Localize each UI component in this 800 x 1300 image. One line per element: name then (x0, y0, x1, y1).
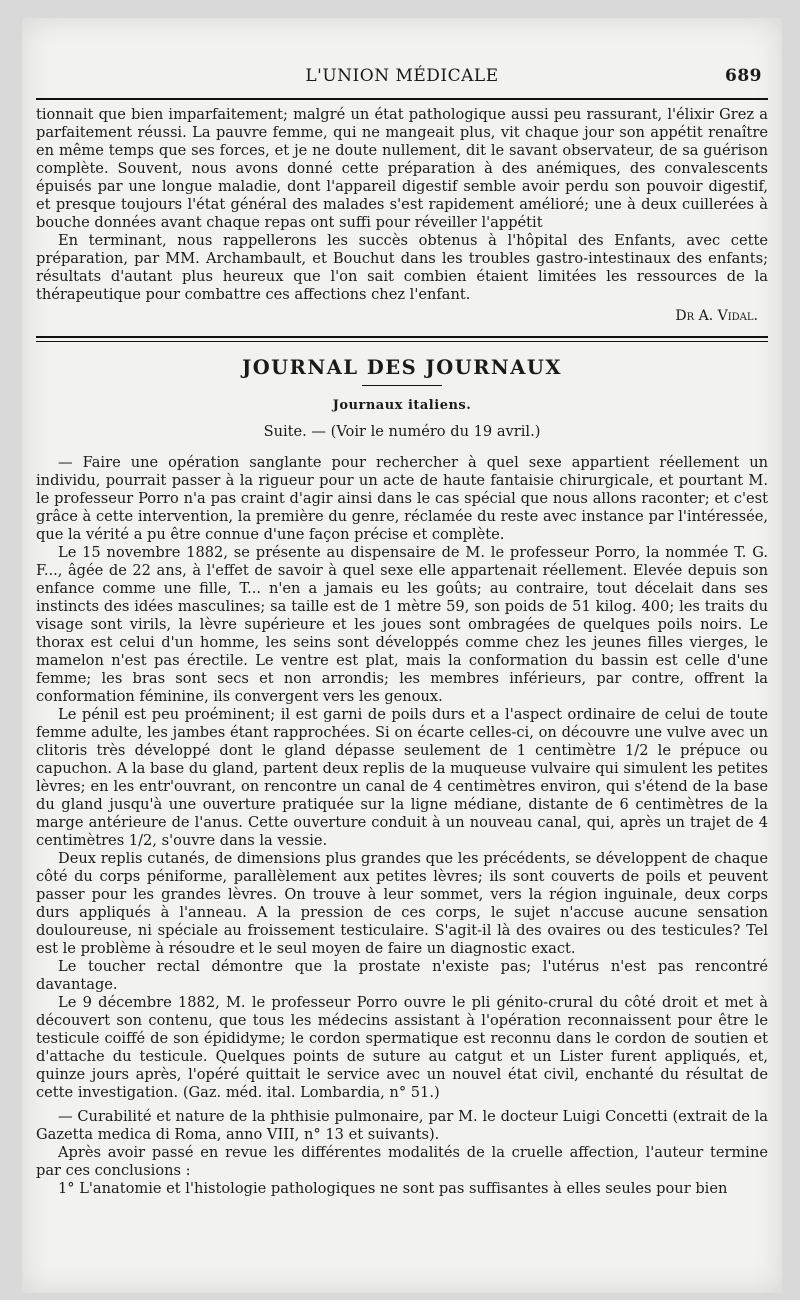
intro-text (36, 106, 768, 324)
running-title: L'UNION MÉDICALE (305, 66, 499, 86)
article-paragraph: Après avoir passé en revue les différentes modalités de la cruelle affection, l'auteur termine par ces conclusions : (36, 1144, 768, 1179)
header-rule (36, 98, 768, 100)
section-divider (36, 336, 768, 342)
section-title: JOURNAL DES JOURNAUX (241, 356, 563, 379)
article-paragraph: Deux replis cutanés, de dimensions plus grandes que les précédents, se développent de chaque côté du corps péniforme, parallèlement aux petites lèvres; ils sont couverts de poils et peuvent passer pour les grandes lèvres. On trouve à leur sommet, vers la région inguinale, deux corps durs appliqués à l'anneau. A la pression de ces corps, le sujet n'accuse aucune sensation douloureuse, ni spéciale au froissement testiculaire. S'agit-il là des ovaires ou des testicules? Tel est le problème à résoudre et le seul moyen de faire un diagnostic exact. (36, 850, 768, 957)
article-paragraph: Le toucher rectal démontre que la prostate n'existe pas; l'utérus n'est pas rencontré davantage. (36, 958, 768, 993)
intro-paragraph: tionnait que bien imparfaitement; malgré un état pathologique aussi peu rassurant, l'élixir Grez a parfaitement réussi. La pauvre femme, qui ne mangeait plus, vit chaque jour son appétit renaître en même temps que ses forces, et je ne doute nullement, dit le savant observateur, de sa guérison complète. Souvent, nous avons donné cette préparation à des anémiques, des convalescents épuisés par une longue maladie, dont l'appareil digestif semble avoir perdu son pouvoir digestif, et presque toujours l'état général des malades s'est rapidement amélioré; une à deux cuillerées à bouche données avant chaque repas ont suffi pour réveiller l'appétit (36, 106, 768, 231)
page-number: 689 (725, 66, 762, 86)
page-content (36, 66, 768, 1198)
article-paragraph: Le 9 décembre 1882, M. le professeur Porro ouvre le pli génito-crural du côté droit et met à découvert son contenu, que tous les médecins assistant à l'opération reconnaissent pour être le testicule coiffé de son épididyme; le cordon spermatique est reconnu dans le cordon de soutien et d'attache du testicule. Quelques points de suture au catgut et un Lister furent appliqués, et, quinze jours après, l'opéré quittait le service avec un nouvel état civil, enchanté du résultat de cette investigation. (Gaz. méd. ital. Lombardia, n° 51.) (36, 994, 768, 1101)
article-paragraph: — Curabilité et nature de la phthisie pulmonaire, par M. le docteur Luigi Concetti (extrait de la Gazetta medica di Roma, anno VIII, n° 13 et suivants). (36, 1108, 768, 1143)
page (22, 18, 782, 1293)
article-paragraph: — Faire une opération sanglante pour rechercher à quel sexe appartient réellement un individu, pourrait passer à la rigueur pour un acte de haute fantaisie chirurgicale, et pourtant M. le professeur Porro n'a pas craint d'agir ainsi dans le cas spécial que nous allons raconter; et c'est grâce à cette intervention, la première du genre, réclamée du reste avec instance par l'intéressée, que la vérité a pu être connue d'une façon précise et complète. (36, 454, 768, 543)
title-underline (362, 385, 442, 386)
subsection-title: Journaux italiens. (332, 398, 472, 413)
author-signature: Dr A. Vidal. (675, 308, 758, 324)
article-body (36, 454, 768, 1198)
article-paragraph: 1° L'anatomie et l'histologie pathologiques ne sont pas suffisantes à elles seules pour bien (58, 1180, 728, 1197)
article-paragraph: Le pénil est peu proéminent; il est garni de poils durs et a l'aspect ordinaire de celui de toute femme adulte, les jambes étant rapprochées. Si on écarte celles-ci, on découvre une vulve avec un clitoris très développé dont le gland dépasse seulement de 1 centimètre 1/2 le prépuce ou capuchon. A la base du gland, partent deux replis de la muqueuse vulvaire qui simulent les petites lèvres; en les entr'ouvrant, on rencontre un canal de 4 centimètres environ, qui s'étend de la base du gland jusqu'à une ouverture pratiquée sur la ligne médiane, distante de 6 centimètres de la marge antérieure de l'anus. Cette ouverture conduit à un nouveau canal, qui, après un trajet de 4 centimètres 1/2, s'ouvre dans la vessie. (36, 706, 768, 849)
continuation-note: Suite. — (Voir le numéro du 19 avril.) (263, 423, 541, 440)
intro-paragraph: En terminant, nous rappellerons les succès obtenus à l'hôpital des Enfants, avec cette préparation, par MM. Archambault, et Bouchut dans les troubles gastro-intestinaux des enfants; résultats d'autant plus heureux que l'on sait combien étaient limitées les ressources de la thérapeutique pour combattre ces affections chez l'enfant. (36, 232, 768, 303)
article-paragraph: Le 15 novembre 1882, se présente au dispensaire de M. le professeur Porro, la nommée T. G. F..., âgée de 22 ans, à l'effet de savoir à quel sexe elle appartenait réellement. Elevée depuis son enfance comme une fille, T... n'en a jamais eu les goûts; au contraire, tout décelait dans ses instincts des idées masculines; sa taille est de 1 mètre 59, son poids de 51 kilog. 400; les traits du visage sont virils, la lèvre supérieure et les joues sont ombragées de quelques poils noirs. Le thorax est celui d'un homme, les seins sont développés comme chez les jeunes filles vierges, le mamelon n'est pas érectile. Le ventre est plat, mais la conformation du bassin est celle d'une femme; les bras sont secs et non arrondis; les membres inférieurs, par contre, offrent la conformation féminine, ils convergent vers les genoux. (36, 544, 768, 705)
running-head (36, 66, 768, 92)
